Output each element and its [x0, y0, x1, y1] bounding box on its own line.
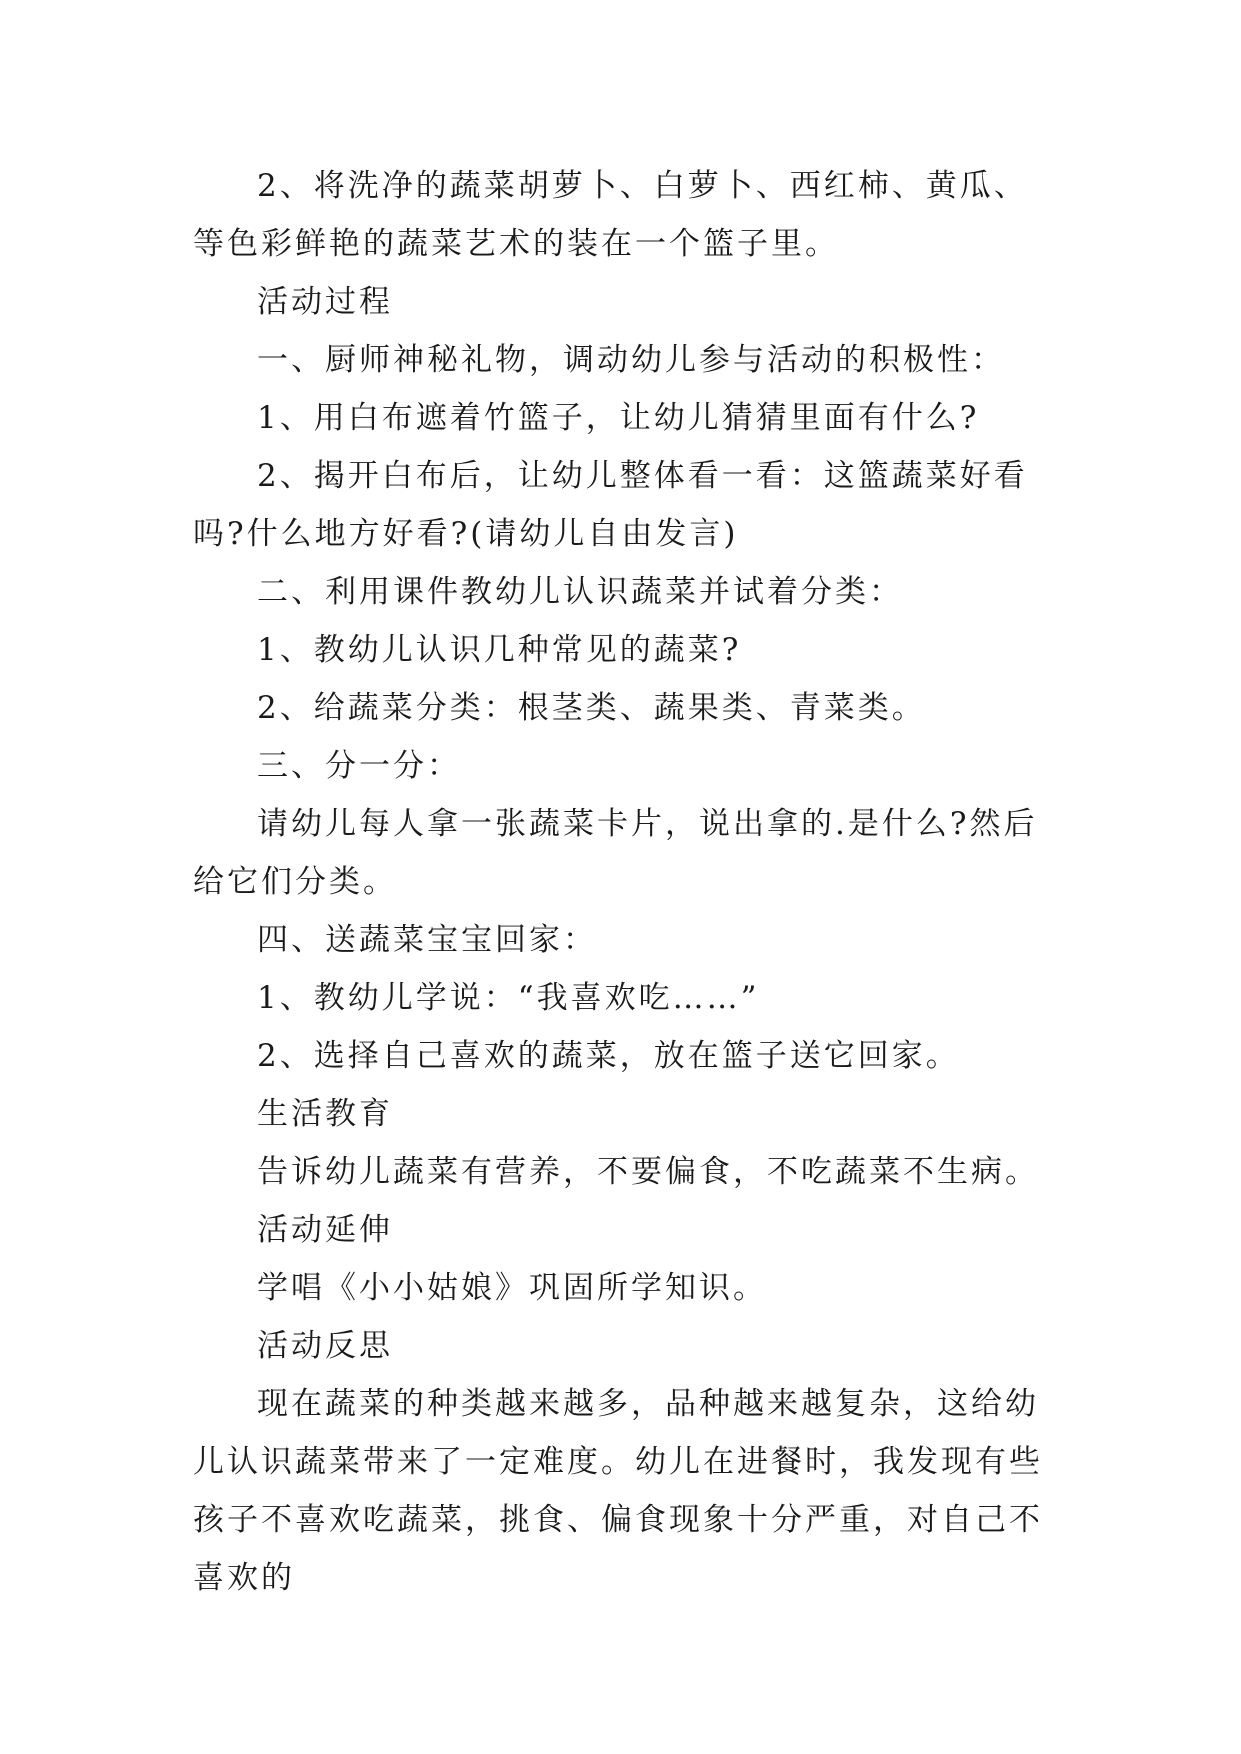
heading-life-education: 生活教育 [257, 1096, 393, 1132]
heading-activity-process: 活动过程 [257, 284, 393, 320]
section-1-item-2: 2、揭开白布后，让幼儿整体看一看：这篮蔬菜好看吗?什么地方好看?(请幼儿自由发言) [193, 458, 1028, 552]
paragraph-step-2: 2、将洗净的蔬菜胡萝卜、白萝卜、西红柿、黄瓜、等色彩鲜艳的蔬菜艺术的装在一个篮子里。 [193, 168, 1028, 262]
section-1-item-1: 1、用白布遮着竹篮子，让幼儿猜猜里面有什么? [257, 400, 980, 436]
section-2-heading: 二、利用课件教幼儿认识蔬菜并试着分类： [257, 574, 903, 610]
heading-activity-reflection: 活动反思 [257, 1328, 393, 1364]
activity-extension-body: 学唱《小小姑娘》巩固所学知识。 [257, 1270, 767, 1306]
activity-reflection-body: 现在蔬菜的种类越来越多，品种越来越复杂，这给幼儿认识蔬菜带来了一定难度。幼儿在进餐时，我发现有些孩子不喜欢吃蔬菜，挑食、偏食现象十分严重，对自己不喜欢的 [193, 1386, 1043, 1596]
life-education-body: 告诉幼儿蔬菜有营养，不要偏食，不吃蔬菜不生病。 [257, 1154, 1039, 1190]
section-3-heading: 三、分一分： [257, 748, 461, 784]
section-2-item-2: 2、给蔬菜分类：根茎类、蔬果类、青菜类。 [257, 690, 926, 726]
section-3-body: 请幼儿每人拿一张蔬菜卡片，说出拿的.是什么?然后给它们分类。 [193, 806, 1038, 900]
section-4-item-2: 2、选择自己喜欢的蔬菜，放在篮子送它回家。 [257, 1038, 960, 1074]
section-4-heading: 四、送蔬菜宝宝回家： [257, 922, 597, 958]
section-1-heading: 一、厨师神秘礼物，调动幼儿参与活动的积极性： [257, 342, 1005, 378]
heading-activity-extension: 活动延伸 [257, 1212, 393, 1248]
section-2-item-1: 1、教幼儿认识几种常见的蔬菜? [257, 632, 742, 668]
section-4-item-1: 1、教幼儿学说：“我喜欢吃……” [257, 980, 760, 1016]
document-body [193, 157, 1053, 1607]
